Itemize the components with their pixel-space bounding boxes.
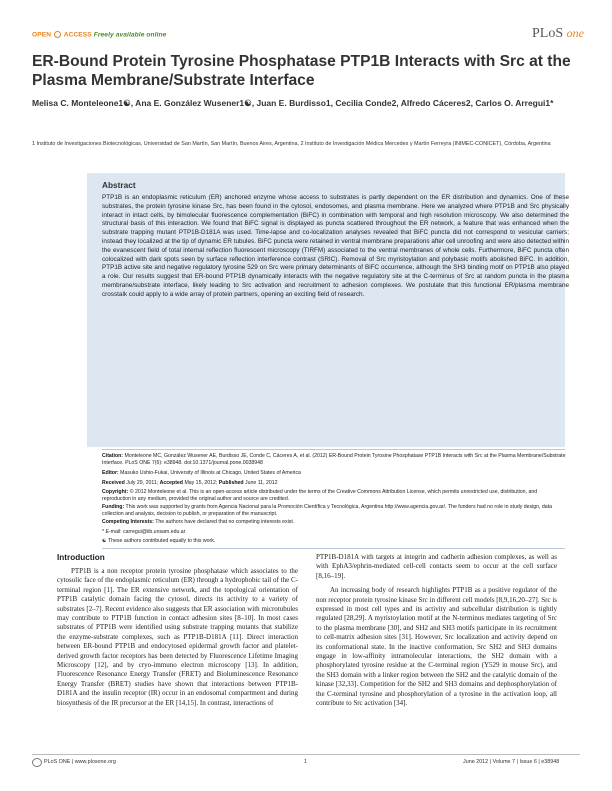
email-line[interactable]: * E-mail: carregui@iib.unsam.edu.ar	[102, 529, 186, 535]
open-label: OPEN	[32, 31, 52, 39]
citation-text: Monteleone MC, González Wusener AE, Burdisso JE, Conde C, Cáceres A, et al. (2012) ER-Bound Protein Tyrosine Phosphatase PTP1B Interacts with Src at the Plasma Membrane/Substrate Interface. PLoS ONE 7(6): e38948. doi:10.1371/journal.pone.0038948	[102, 453, 566, 466]
abstract-heading: Abstract	[102, 180, 136, 190]
lock-icon	[54, 31, 61, 38]
received-date: July 29, 2011;	[126, 480, 159, 486]
meta-divider-bottom	[102, 548, 565, 549]
copyright-text: © 2012 Monteleone et al. This is an open-access article distributed under the terms of the Creative Commons Attribution License, which permits unrestricted use, distribution, and reproduction in any medium, provided the original author and source are credited.	[102, 489, 538, 502]
funding-block	[102, 504, 566, 518]
funding-label: Funding:	[102, 504, 125, 510]
editor-block	[102, 470, 566, 477]
affiliations: 1 Instituto de Investigaciones Biotecnológicas, Universidad de San Martín, San Martín, Buenos Aires, Argentina, 2 Instituto de Investigación Médica Mercedes y Martín Ferreyra (INIMEC-CONICET), Córdoba, Argentina	[32, 141, 551, 147]
plos-logo-icon	[32, 758, 42, 767]
copyright-label: Copyright:	[102, 489, 129, 495]
abstract-text: PTP1B is an endoplasmic reticulum (ER) anchored enzyme whose access to substrates is partly dependent on the ER distribution and dynamics. One of these substrates, the protein tyrosine kinase Src, has been found in the cytosol, endosomes, and plasma membrane. Here we analyzed where PTP1B and Src physically interact in intact cells, by bimolecular fluorescence complementation (BiFC) in combination with temporal and high resolution microscopy. We also determined the structural basis of this interaction. We found that BiFC signal is displayed as puncta scattered throughout the ER network, a feature that was enhanced when the substrate trapping mutant PTP1B-D181A was used. Time-lapse and co-localization analyses revealed that BiFC puncta did not correspond to vesicular carriers; instead they localized at the tip of dynamic ER tubules. BiFC puncta were retained in ventral membrane preparations after cell unroofing and were also detected within the evanescent field of total internal reflection fluorescent microscopy (TIRFM) associated to the ventral membranes of whole cells. Furthermore, BiFC puncta often colocalized with dark spots seen by surface reflection interference contrast (SRIC). Removal of Src myristoylation and polybasic motifs abolished BiFC. In addition, PTP1B active site and negative regulatory tyrosine 529 on Src were primary determinants of BiFC occurrence, although the SH3 binding motif on PTP1B also played a role. Our results suggest that ER-bound PTP1B dynamically interacts with the negative regulatory site at the C-terminus of Src at random puncta in the plasma membrane/substrate interface, likely leading to Src activation and recruitment to adhesion complexes. We postulate that this functional ER/plasma membrane crosstalk could apply to a wide array of protein partners, opening an exciting field of research.	[102, 194, 569, 298]
meta-divider-top	[102, 449, 565, 450]
journal-logo-plos: PLoS	[532, 26, 564, 41]
article-title: ER-Bound Protein Tyrosine Phosphatase PTP1B Interacts with Src at the Plasma Membrane/Substrate Interface	[32, 53, 571, 89]
intro-paragraph-1: PTP1B is a non receptor protein tyrosine phosphatase which associates to the cytosolic face of the endoplasmic reticulum (ER) through a hydrophobic tail of the C-terminal region [1]. The ER extensive network, and the topological orientation of PTP1B catalytic domain facing the cytosol, directs its activity to a variety of substrates [2–7]. Recent evidence also suggests that ER association with microtubules may contribute to PTP1B function in contact adhesion sites [8–10]. In most cases substrates of PTP1B were identified using substrate trapping mutants that stabilize the enzyme-substrate complexes, such as PTP1B-D181A [11]. Direct interaction between ER-bound PTP1B and endocytosed epidermal growth factor and platelet-derived growth factor receptors has been detected by Fluorescence Lifetime Imaging Microscopy [12], and by cryo-immuno electron microscopy [13]. In addition, Fluorescence Resonance Energy Transfer (FRET) and Bioluminescence Resonance Energy Transfer (BRET) studies have shown that interactions between PTP1B-D181A and the insulin receptor (IR) occur in an endosomal compartment and during biosynthesis of the IR precursor at the ER [14,15]. In contrast, interactions of	[57, 567, 298, 707]
published-label: Published	[218, 480, 244, 486]
competing-interests-block	[102, 519, 566, 526]
competing-label: Competing Interests:	[102, 519, 154, 525]
citation-label: Citation:	[102, 453, 124, 459]
body-column-left	[57, 567, 298, 708]
copyright-block	[102, 489, 566, 503]
open-access-badge	[32, 31, 166, 38]
equal-contribution-note: ☯ These authors contributed equally to this work.	[102, 538, 216, 544]
editor-label: Editor:	[102, 470, 119, 476]
introduction-heading: Introduction	[57, 553, 105, 562]
competing-text: The authors have declared that no competing interests exist.	[155, 519, 295, 525]
accepted-label: Accepted	[159, 480, 183, 486]
funding-text: This work was supported by grants from Agencia Nacional para la Promoción Científica y Tecnológica, Argentina http://www.agencia.gov.ar/. The funders had no role in study design, data collection and analysis, decision to publish, or preparation of the manuscript.	[102, 504, 553, 517]
dates-block	[102, 480, 566, 487]
footer-divider	[32, 754, 580, 755]
page-number: 1	[304, 759, 307, 765]
access-label: ACCESS	[63, 31, 92, 39]
citation-block	[102, 453, 566, 467]
author-list: Melisa C. Monteleone1☯, Ana E. González Wusener1☯, Juan E. Burdisso1, Cecilia Conde2, Alfredo Cáceres2, Carlos O. Arregui1*	[32, 98, 554, 108]
body-column-right	[316, 553, 557, 709]
intro-paragraph-continued: PTP1B-D181A with targets at integrin and cadherin adhesion complexes, as well as with EphA3/ephrin-mediated cell-cell contacts seem to occur at the cell surface [8,16–19].	[316, 553, 557, 580]
journal-logo-one: one	[566, 26, 584, 40]
journal-logo[interactable]	[532, 26, 584, 42]
published-date: June 11, 2012	[245, 480, 278, 486]
footer-journal: PLoS ONE | www.plosone.org	[44, 759, 116, 765]
freely-available-label: Freely available online	[93, 31, 167, 39]
received-label: Received	[102, 480, 125, 486]
footer-issue: June 2012 | Volume 7 | Issue 6 | e38948	[463, 759, 560, 765]
editor-text: Masuko Ushio-Fukai, University of Illinois at Chicago, United States of America	[120, 470, 301, 476]
intro-paragraph-2: An increasing body of research highlights PTP1B as a positive regulator of the non receptor protein tyrosine kinase Src in different cell models [8,9,16,20–27]. Src is expressed in most cell types and its activity and subcellular distribution is tightly regulated [28,29]. A myristoylation motif at the N-terminus mediates targeting of Src to the plasma membrane [30], and SH2 and SH3 motifs participate in its recruitment to cell-matrix adhesion sites [31]. However, Src localization and activity depend on its conformational state. In the inactive conformation, Src SH2 and SH3 domains engage in low-affinity intramolecular interactions, the SH2 domain with a phosphorylated tyrosine residue at the C-terminal region (Y529 in mouse Src), and the SH3 domain with a linker region between the SH2 and the catalytic domain of the kinase [32,33]. Competition for the SH2 and SH3 domains and dephosphorylation of the C-terminal tyrosine and phosphorylation of a tyrosine in the activation loop, all contribute to Src activation [34].	[316, 586, 557, 708]
accepted-date: May 15, 2012;	[184, 480, 218, 486]
